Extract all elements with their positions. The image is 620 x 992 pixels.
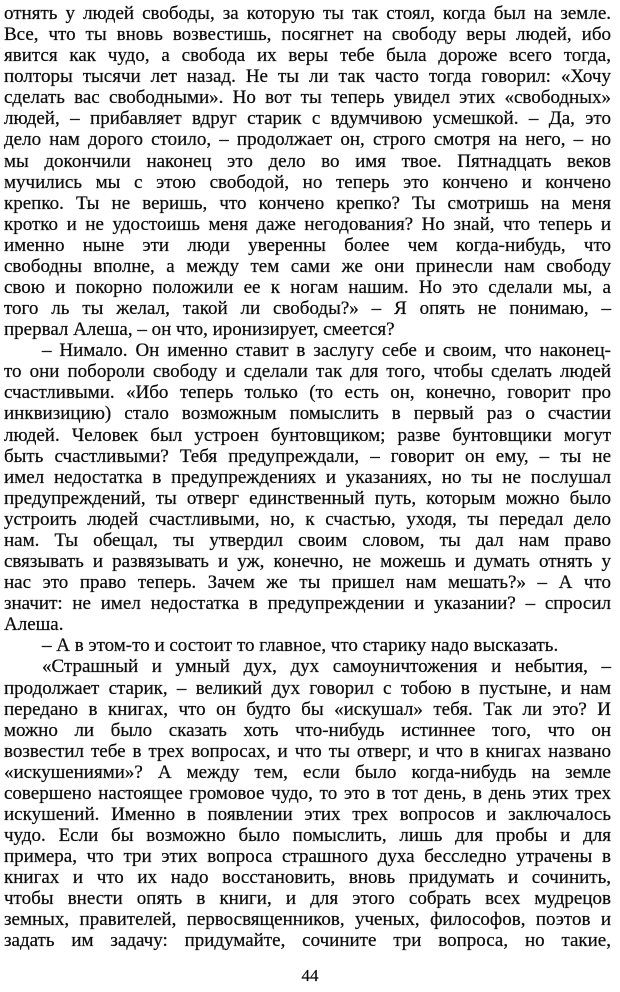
text-line: сделать вас свободными». Но вот ты теперь увидел этих «свободных» [4,87,611,109]
text-line: чтобы внести опять в книги, и для этого собрать всех мудрецов [4,888,611,910]
text-line: «искушениями»? А между тем, если было когда-нибудь на земле [4,761,611,783]
text-line: связывать и развязывать и уж, конечно, не можешь и думать отнять у [4,551,611,573]
text-line: отнять у людей свободы, за которую ты так стоял, когда был на земле. [4,3,611,24]
text-line: крепко. Ты не веришь, что кончено крепко? Ты смотришь на меня [4,192,611,214]
text-line: искушений. Именно в появлении этих трех вопросов и заключалось [4,803,611,825]
text-line: мучились мы с этою свободой, но теперь это кончено и кончено [4,171,611,193]
text-line: можно ли было сказать хоть что-нибудь истиннее того, что он [4,719,611,741]
text-line: явится как чудо, а свобода их веры тебе была дороже всего тогда, [4,45,611,67]
text-line: значит: не имел недостатка в предупреждении и указании? – спросил [4,593,611,615]
text-line: людей. Человек был устроен бунтовщиком; разве бунтовщики могут [4,424,611,446]
text-line: полторы тысячи лет назад. Не ты ли так часто тогда говорил: «Хочу [4,66,611,88]
text-line: устроить людей счастливыми, но, к счастью, уходя, ты передал дело [4,508,611,530]
text-line: возвестил тебе в трех вопросах, и что ты отверг, и что в книгах названо [4,740,611,762]
text-line: земных, правителей, первосвященников, ученых, философов, поэтов и [4,909,611,931]
text-line: имел недостатка в предупреждениях и указаниях, но ты не послушал [4,466,611,488]
text-line: быть счастливыми? Тебя предупреждали, – говорит он ему, – ты не [4,445,611,467]
text-line: предупреждений, ты отверг единственный путь, которым можно было [4,487,611,509]
text-line: счастливыми. «Ибо теперь только (то есть он, конечно, говорит про [4,382,611,404]
page-text [4,3,611,952]
text-line: задать им задачу: придумайте, сочините три вопроса, но такие, [4,930,611,952]
text-line: – А в этом-то и состоит то главное, что старику надо высказать. [42,635,559,657]
text-line: совершено настоящее громовое чудо, то это в тот день, в день этих трех [4,782,611,804]
text-line: примера, что три этих вопроса страшного духа бесследно утрачены в [4,846,611,868]
text-line: дело нам дорого стоило, – продолжает он, строго смотря на него, – но [4,129,611,151]
text-line: именно ныне эти люди уверенны более чем когда-нибудь, что [4,234,611,256]
text-line: свободны вполне, а между тем сами же они принесли нам свободу [4,255,611,277]
text-line: мы докончили наконец это дело во имя твое. Пятнадцать веков [4,150,611,172]
text-line: инквизицию) стало возможным помыслить в первый раз о счастии [4,403,611,425]
text-line: Все, что ты вновь возвестишь, посягнет на свободу веры людей, ибо [4,24,611,46]
text-line: нам. Ты обещал, ты утвердил своим словом, ты дал нам право [4,529,611,551]
text-line: книгах и что их надо восстановить, вновь придумать и сочинить, [4,867,611,889]
text-line: то они побороли свободу и сделали так для того, чтобы сделать людей [4,361,611,383]
text-line: свою и покорно положили ее к ногам нашим. Но это сделали мы, а [4,277,611,299]
text-line: людей, – прибавляет вдруг старик с вдумчивою усмешкой. – Да, это [4,108,611,130]
text-line: нас это право теперь. Зачем же ты пришел нам мешать?» – А что [4,572,611,594]
text-line: кротко и не удостоишь меня даже негодования? Но знай, что теперь и [4,213,611,235]
text-line: прервал Алеша, – он что, иронизирует, смеется? [4,319,395,341]
text-line: продолжает старик, – великий дух говорил с тобою в пустыне, и нам [4,677,611,699]
text-line: – Нимало. Он именно ставит в заслугу себе и своим, что наконец- [42,340,611,362]
text-line: Алеша. [4,614,64,636]
page-number: 44 [301,966,319,985]
text-line: «Страшный и умный дух, дух самоуничтожения и небытия, – [42,656,611,678]
text-line: того ль ты желал, такой ли свободы?» – Я опять не понимаю, – [4,298,611,320]
text-line: чудо. Если бы возможно было помыслить, лишь для пробы и для [4,825,611,847]
text-line: передано в книгах, что он будто бы «искушал» тебя. Так ли это? И [4,698,611,720]
